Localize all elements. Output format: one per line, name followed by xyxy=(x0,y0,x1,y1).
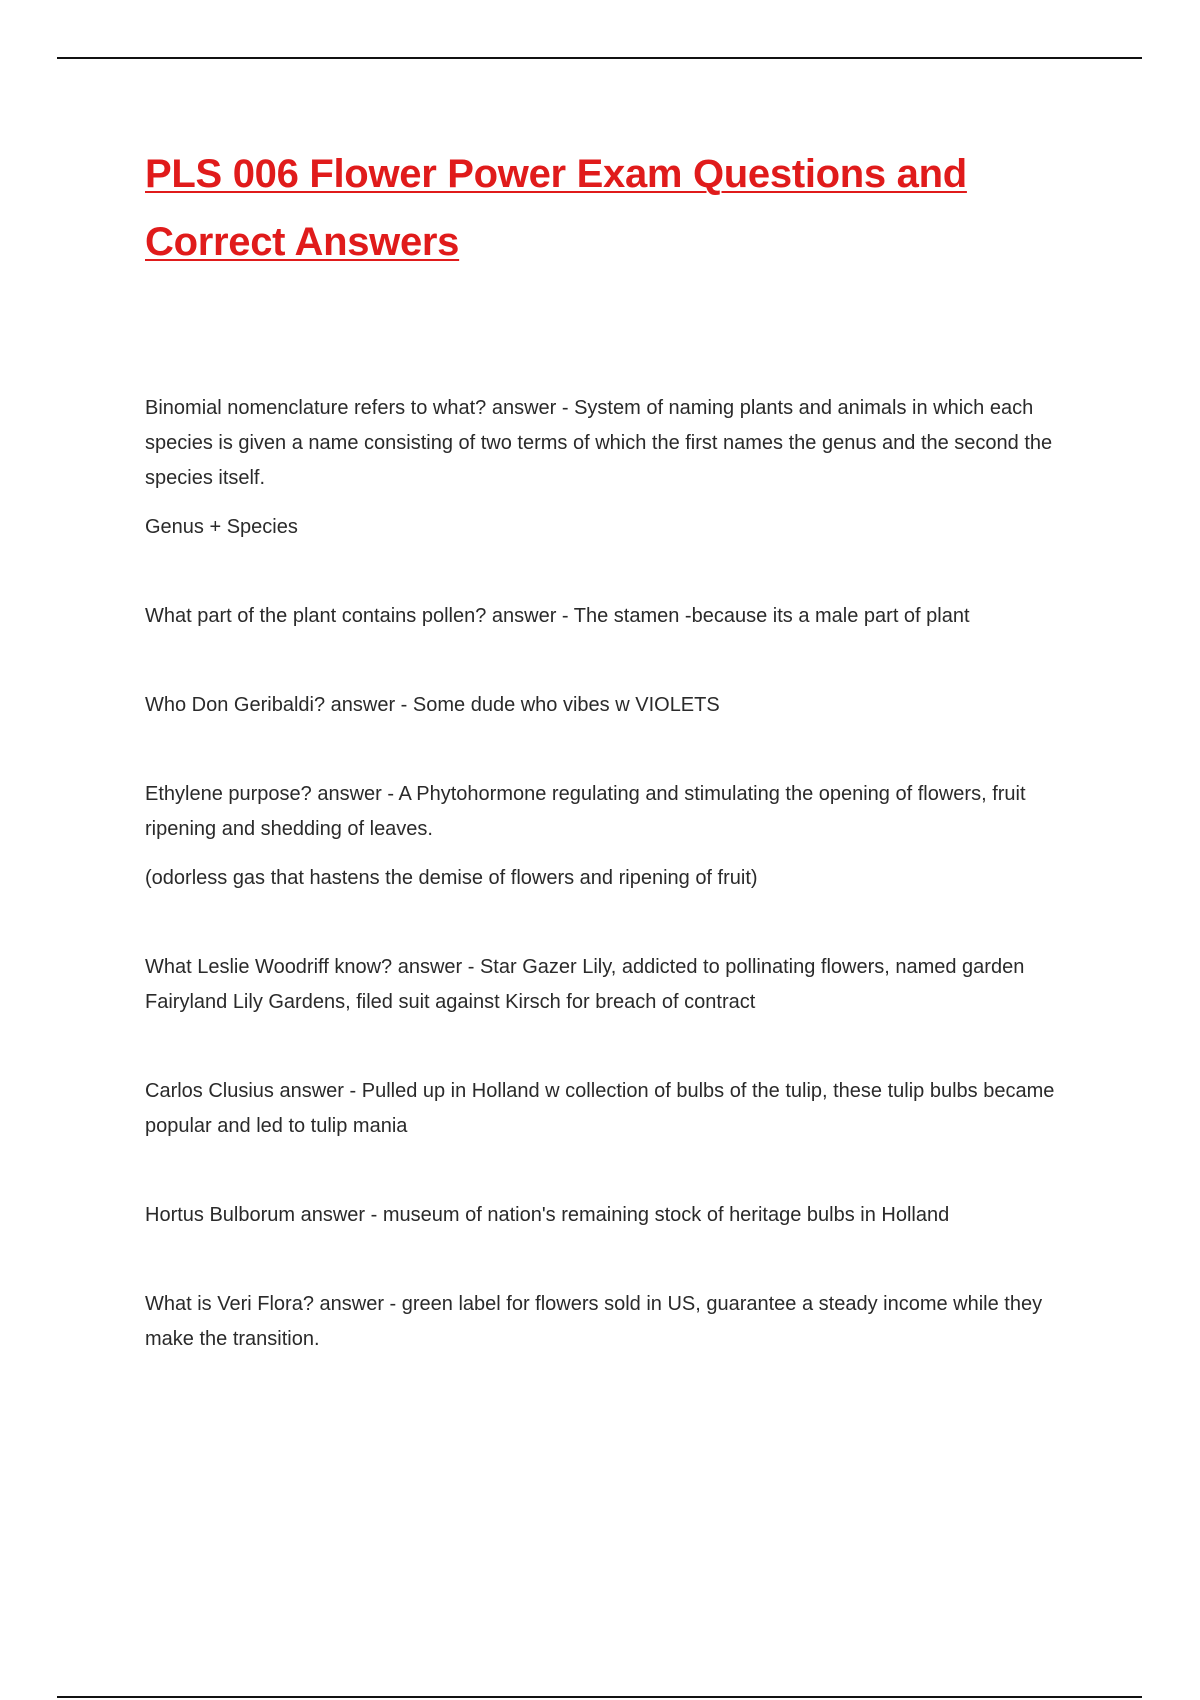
qa-item xyxy=(145,391,1085,545)
document-title: PLS 006 Flower Power Exam Questions and Correct Answers xyxy=(145,152,967,264)
footer-rule xyxy=(57,1696,1142,1698)
qa-text: Hortus Bulborum answer - museum of nation's remaining stock of heritage bulbs in Holland xyxy=(145,1204,950,1226)
qa-item xyxy=(145,950,1085,1020)
qa-text: (odorless gas that hastens the demise of flowers and ripening of fruit) xyxy=(145,867,758,889)
qa-text: What part of the plant contains pollen? answer - The stamen -because its a male part of plant xyxy=(145,605,970,627)
qa-text: Genus + Species xyxy=(145,516,298,538)
qa-item xyxy=(145,777,1085,896)
document-page xyxy=(145,140,1085,1411)
qa-text: Ethylene purpose? answer - A Phytohormone regulating and stimulating the opening of flowers, fruit ripening and shedding of leaves. xyxy=(145,783,1026,840)
qa-item xyxy=(145,1287,1085,1357)
header-rule xyxy=(57,57,1142,59)
qa-text: What is Veri Flora? answer - green label for flowers sold in US, guarantee a steady income while they make the transition. xyxy=(145,1293,1043,1350)
qa-list xyxy=(145,391,1085,1357)
qa-item xyxy=(145,599,1085,634)
qa-item xyxy=(145,688,1085,723)
qa-item xyxy=(145,1074,1085,1144)
qa-text: Binomial nomenclature refers to what? answer - System of naming plants and animals in which each species is given a name consisting of two terms of which the first names the genus and the second the species itself. xyxy=(145,397,1053,489)
qa-text: What Leslie Woodriff know? answer - Star Gazer Lily, addicted to pollinating flowers, named garden Fairyland Lily Gardens, filed suit against Kirsch for breach of contract xyxy=(145,956,1025,1013)
qa-text: Carlos Clusius answer - Pulled up in Holland w collection of bulbs of the tulip, these tulip bulbs became popular and led to tulip mania xyxy=(145,1080,1055,1137)
qa-text: Who Don Geribaldi? answer - Some dude who vibes w VIOLETS xyxy=(145,694,720,716)
qa-item xyxy=(145,1198,1085,1233)
